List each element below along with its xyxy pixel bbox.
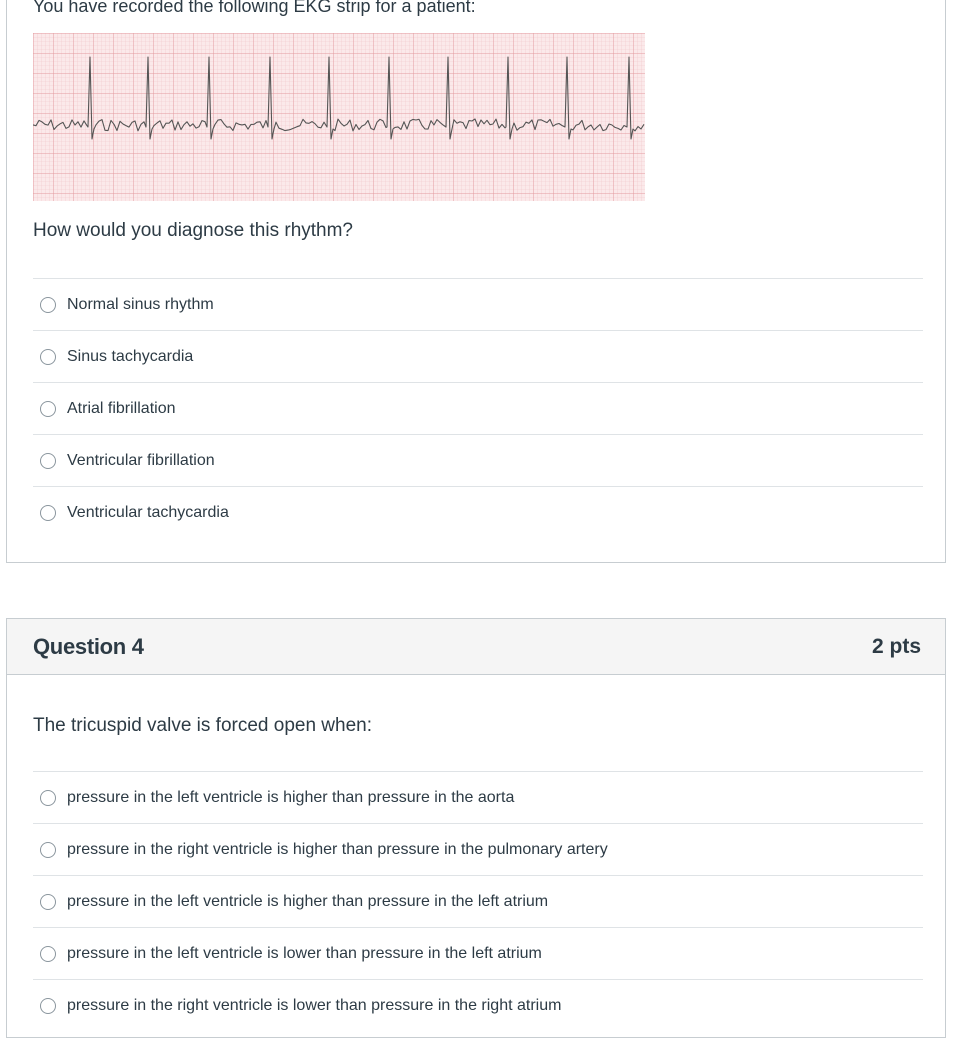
radio-button[interactable] (40, 297, 56, 313)
radio-button[interactable] (40, 349, 56, 365)
radio-button[interactable] (40, 842, 56, 858)
answer-lv-lower-than-la[interactable] (33, 927, 923, 979)
question-3-prompt: How would you diagnose this rhythm? (33, 220, 354, 241)
radio-button[interactable] (40, 505, 56, 521)
answer-lv-higher-than-aorta[interactable] (33, 771, 923, 823)
answer-label: Sinus tachycardia (67, 347, 194, 365)
radio-button[interactable] (40, 946, 56, 962)
question-4-header (7, 619, 945, 675)
answer-label: pressure in the left ventricle is higher than pressure in the left atrium (67, 892, 549, 910)
answer-label: pressure in the left ventricle is higher than pressure in the aorta (67, 788, 515, 806)
radio-button[interactable] (40, 453, 56, 469)
radio-button[interactable] (40, 998, 56, 1014)
ekg-strip-image (33, 33, 645, 201)
answer-label: Normal sinus rhythm (67, 295, 214, 313)
question-4-prompt: The tricuspid valve is forced open when: (33, 715, 373, 736)
answer-label: pressure in the right ventricle is lower than pressure in the right atrium (67, 996, 562, 1014)
answer-ventricular-fibrillation[interactable] (33, 434, 923, 486)
question-4-card (6, 618, 946, 1038)
answer-normal-sinus-rhythm[interactable] (33, 278, 923, 330)
question-title: Question 4 (33, 633, 144, 659)
answer-label: pressure in the right ventricle is higher than pressure in the pulmonary artery (67, 840, 608, 858)
question-4-answers (33, 771, 923, 1031)
question-3-answers (33, 278, 923, 538)
answer-sinus-tachycardia[interactable] (33, 330, 923, 382)
answer-atrial-fibrillation[interactable] (33, 382, 923, 434)
question-3-intro: You have recorded the following EKG strip for a patient: (33, 0, 476, 16)
radio-button[interactable] (40, 894, 56, 910)
answer-ventricular-tachycardia[interactable] (33, 486, 923, 538)
question-points: 2 pts (871, 634, 921, 658)
answer-label: Ventricular tachycardia (67, 503, 229, 521)
answer-rv-higher-than-pulmonary-artery[interactable] (33, 823, 923, 875)
answer-label: Ventricular fibrillation (67, 451, 215, 469)
radio-button[interactable] (40, 401, 56, 417)
radio-button[interactable] (40, 790, 56, 806)
question-3-card (6, 0, 946, 563)
answer-lv-higher-than-la[interactable] (33, 875, 923, 927)
answer-label: Atrial fibrillation (67, 399, 176, 417)
answer-label: pressure in the left ventricle is lower than pressure in the left atrium (67, 944, 542, 962)
answer-rv-lower-than-ra[interactable] (33, 979, 923, 1031)
